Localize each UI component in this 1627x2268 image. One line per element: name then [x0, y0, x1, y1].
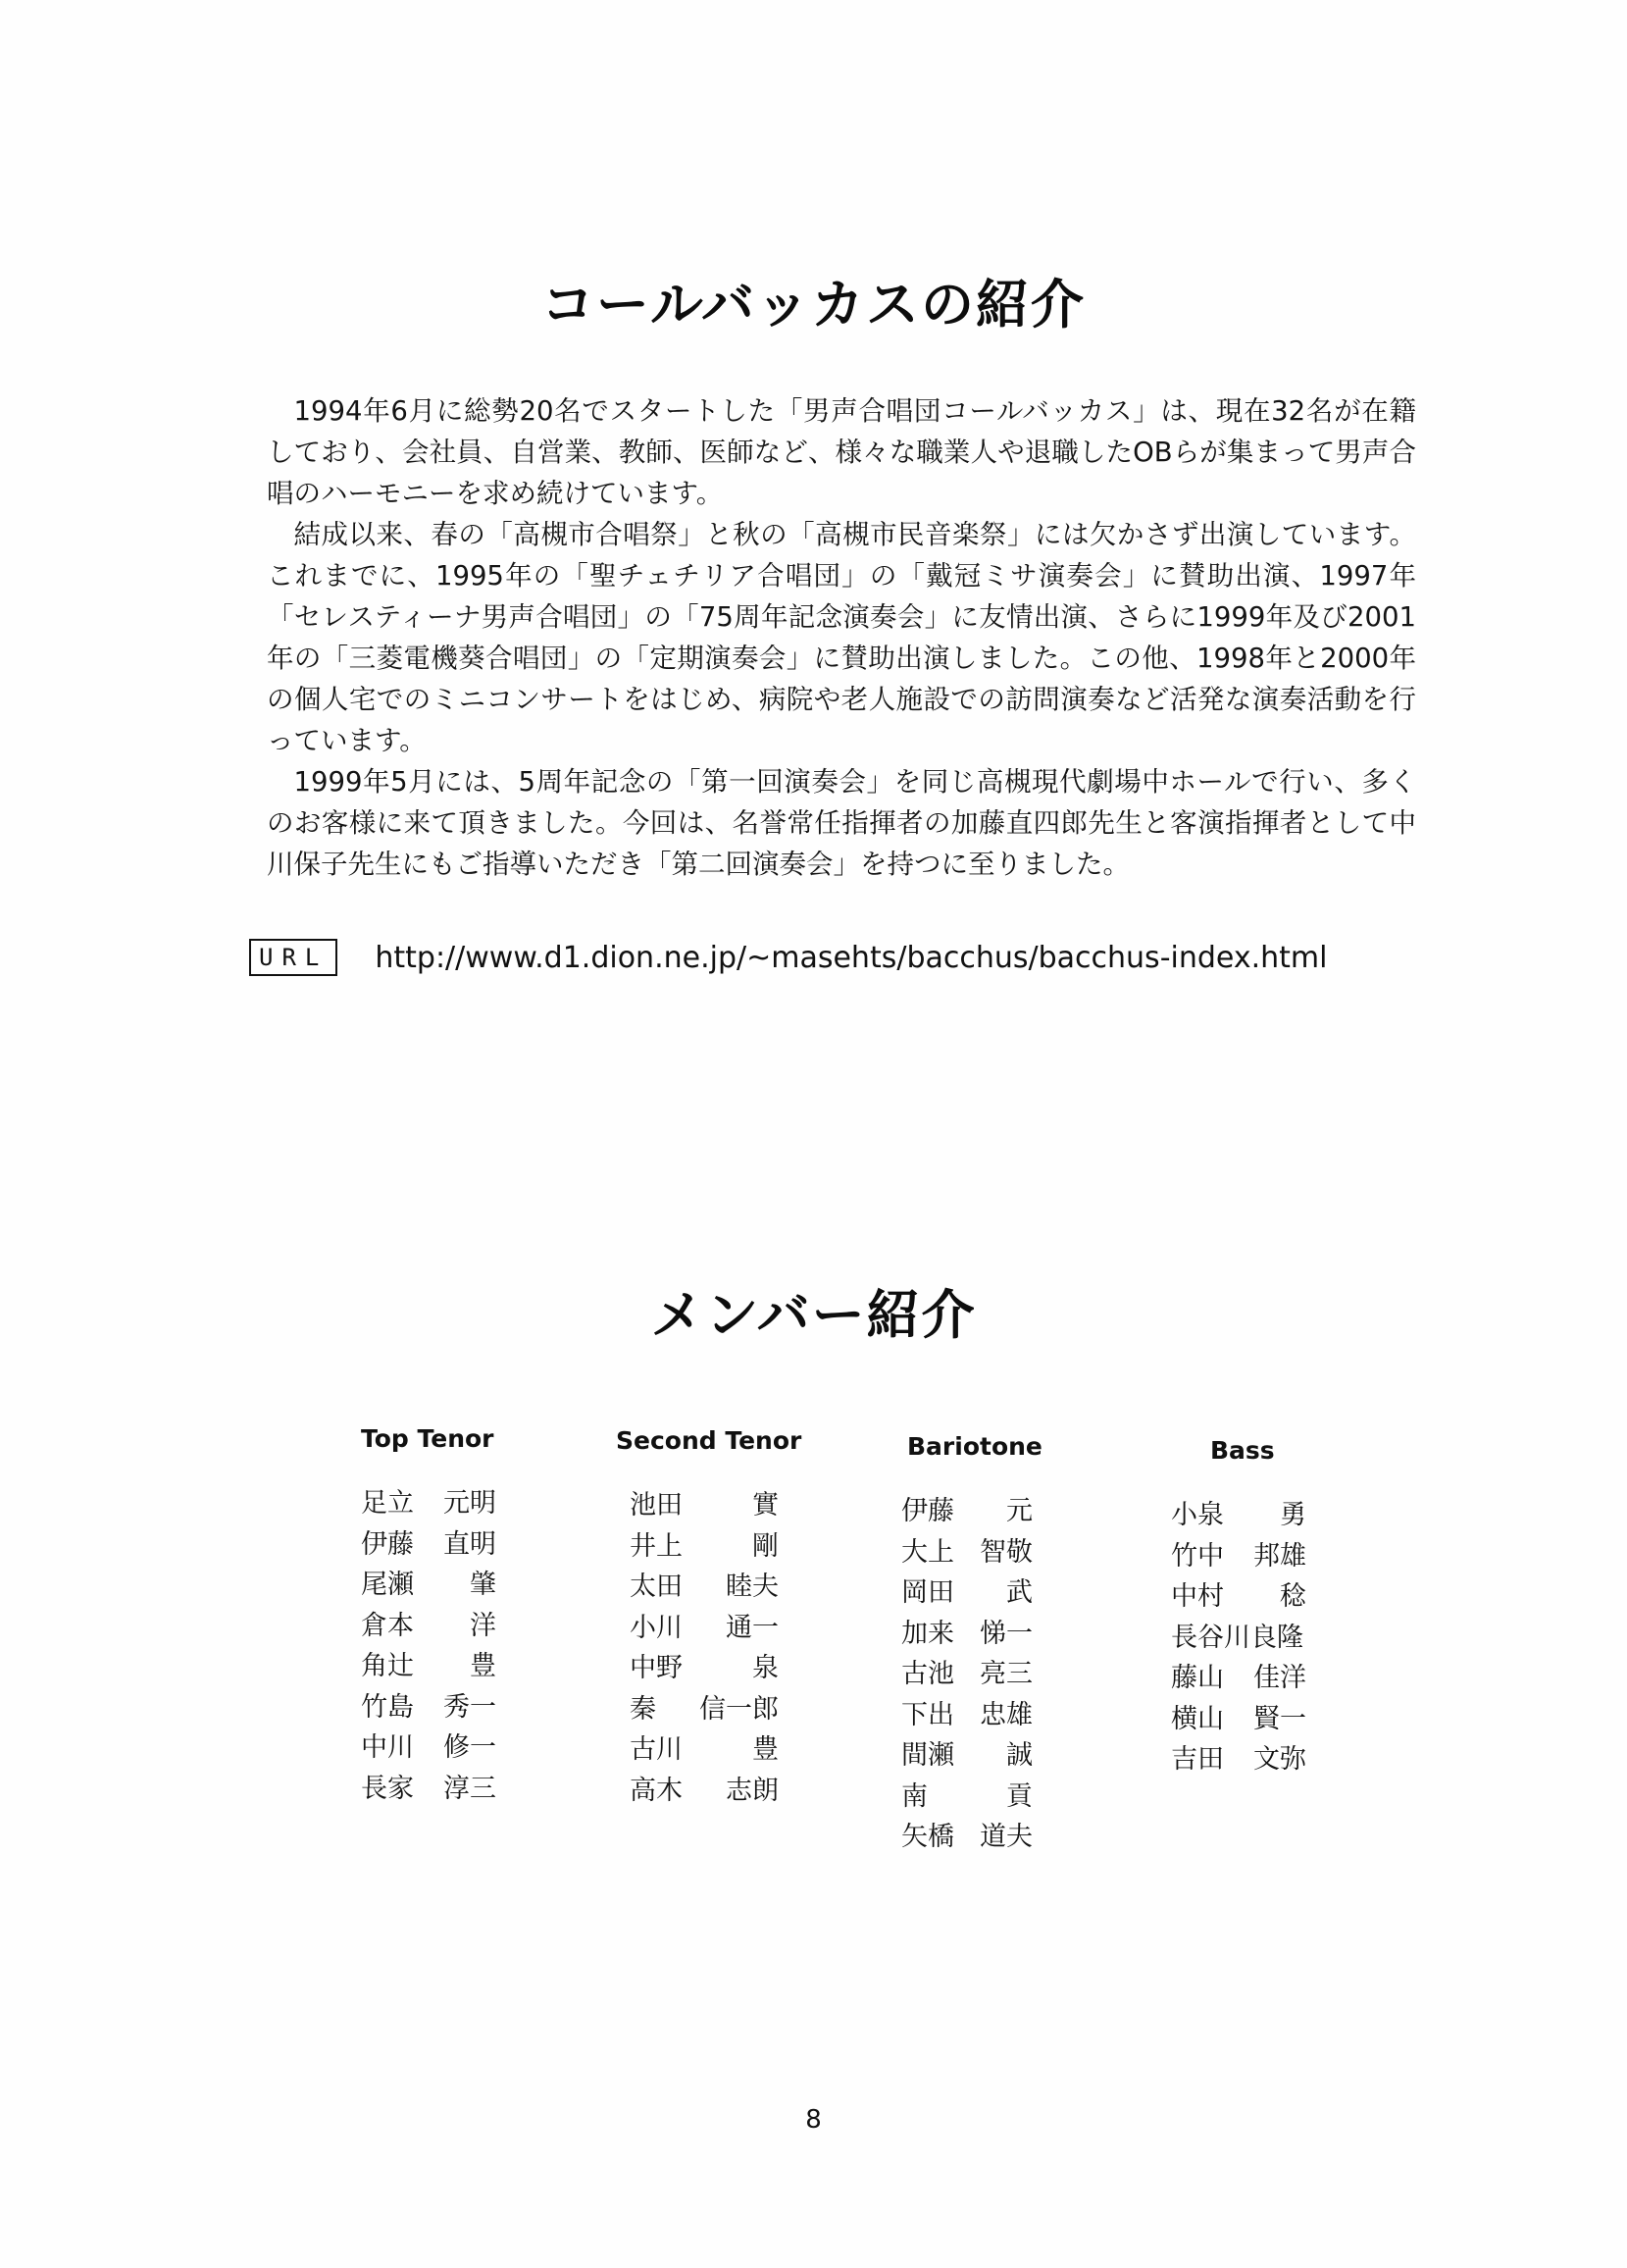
- member-given-name: 誠: [1006, 1740, 1033, 1771]
- member-surname: 古池: [901, 1659, 954, 1689]
- member-surname: 南: [901, 1780, 928, 1812]
- member-surname: 古川: [630, 1734, 683, 1765]
- member-surname: 藤山: [1171, 1663, 1224, 1693]
- members-title: メンバー紹介: [650, 1284, 977, 1347]
- member-given-name: 泉: [752, 1653, 779, 1683]
- member-name: [361, 1606, 496, 1647]
- member-given-name: 剛: [752, 1530, 779, 1562]
- member-name: [630, 1567, 779, 1608]
- member-name: [901, 1491, 1033, 1532]
- member-surname: 横山: [1171, 1703, 1224, 1734]
- member-name: [361, 1483, 496, 1524]
- member-given-name: 亮三: [980, 1659, 1033, 1689]
- member-name: [361, 1727, 496, 1769]
- part-column-bass: [1169, 1436, 1306, 1780]
- member-surname: 下出: [901, 1699, 954, 1730]
- member-surname: 井上: [630, 1530, 683, 1562]
- member-given-name: 秀一: [443, 1691, 496, 1723]
- member-given-name: 勇: [1280, 1500, 1306, 1530]
- member-surname: 中川: [361, 1732, 414, 1763]
- member-given-name: 直明: [443, 1528, 496, 1560]
- member-name: [630, 1771, 779, 1812]
- part-header: Bass: [1210, 1436, 1275, 1465]
- member-surname: 長家: [361, 1773, 414, 1804]
- member-name: [901, 1572, 1033, 1614]
- member-list: [630, 1485, 779, 1811]
- member-surname: 倉本: [361, 1610, 414, 1641]
- member-given-name: 忠雄: [980, 1699, 1033, 1730]
- member-given-name: 修一: [443, 1732, 496, 1763]
- member-given-name: 通一: [726, 1612, 779, 1643]
- member-given-name: 實: [752, 1490, 779, 1521]
- intro-title: コールバッカスの紹介: [540, 274, 1087, 336]
- member-name: [1171, 1658, 1306, 1699]
- member-given-name: 悌一: [980, 1618, 1033, 1649]
- member-name: [361, 1565, 496, 1606]
- member-surname: 角辻: [361, 1651, 414, 1681]
- part-column-baritone: [901, 1432, 1042, 1858]
- member-surname: 中野: [630, 1653, 683, 1683]
- member-name: [1171, 1618, 1306, 1659]
- member-list: [361, 1483, 496, 1809]
- part-column-top-tenor: [361, 1424, 496, 1809]
- member-name: [901, 1695, 1033, 1736]
- member-given-name: 智敬: [980, 1536, 1033, 1568]
- member-name: [901, 1532, 1033, 1573]
- member-given-name: 元: [1006, 1496, 1033, 1526]
- member-given-name: 信一郎: [699, 1693, 779, 1725]
- member-name: [1171, 1576, 1306, 1618]
- member-surname: 吉田: [1171, 1744, 1224, 1775]
- intro-paragraph: 1994年6月に総勢20名でスタートした「男声合唱団コールバッカス」は、現在32名が在籍しており、会社員、自営業、教師、医師など、様々な職業人や退職したOBらが集まって男声合唱のハーモニーを求め続けています。: [267, 395, 1416, 509]
- member-name: [361, 1769, 496, 1810]
- member-surname: 矢橋: [901, 1822, 954, 1852]
- member-given-name: 稔: [1280, 1581, 1306, 1612]
- member-surname: 伊藤: [901, 1496, 954, 1526]
- member-given-name: 睦夫: [726, 1572, 779, 1602]
- member-given-name: 武: [1006, 1577, 1033, 1608]
- member-surname: 池田: [630, 1490, 683, 1521]
- member-given-name: 道夫: [980, 1822, 1033, 1852]
- member-name: [1171, 1699, 1306, 1740]
- member-name: [630, 1526, 779, 1568]
- member-name: [1171, 1495, 1306, 1536]
- intro-body: [267, 390, 1416, 885]
- member-name: [630, 1689, 779, 1730]
- member-given-name: 豊: [470, 1651, 496, 1681]
- page-number: 8: [805, 2105, 822, 2135]
- member-given-name: 豊: [752, 1734, 779, 1765]
- member-name: [1171, 1536, 1306, 1577]
- part-header: Bariotone: [907, 1432, 1042, 1461]
- member-surname: 尾瀬: [361, 1570, 414, 1600]
- member-surname: 太田: [630, 1572, 683, 1602]
- member-name: [361, 1524, 496, 1566]
- member-name: [901, 1735, 1033, 1777]
- member-name: [630, 1608, 779, 1649]
- member-list: [901, 1491, 1033, 1858]
- member-surname: 伊藤: [361, 1528, 414, 1560]
- member-surname: 小泉: [1171, 1500, 1224, 1530]
- member-surname: 小川: [630, 1612, 683, 1643]
- member-given-name: 賢一: [1253, 1703, 1306, 1734]
- member-name: [361, 1646, 496, 1687]
- member-name: [901, 1654, 1033, 1695]
- member-given-name: 洋: [470, 1610, 496, 1641]
- member-name: [901, 1777, 1033, 1818]
- website-url: http://www.d1.dion.ne.jp/~masehts/bacchus/bacchus-index.html: [375, 940, 1328, 975]
- member-list: [1171, 1495, 1306, 1780]
- member-surname: 長谷川良隆: [1171, 1622, 1303, 1653]
- member-given-name: 淳三: [443, 1773, 496, 1804]
- member-name: [630, 1729, 779, 1771]
- member-surname: 加来: [901, 1618, 954, 1649]
- member-table: [0, 1420, 1627, 1872]
- member-given-name: 邦雄: [1253, 1540, 1306, 1572]
- intro-paragraph: 1999年5月には、5周年記念の「第一回演奏会」を同じ高槻現代劇場中ホールで行い、多くのお客様に来て頂きました。今回は、名誉常任指揮者の加藤直四郎先生と客演指揮者として中川保子先生にもご指導いただき「第二回演奏会」を持つに至りました。: [267, 766, 1416, 880]
- member-name: [630, 1485, 779, 1526]
- member-given-name: 志朗: [726, 1775, 779, 1806]
- member-surname: 竹島: [361, 1691, 414, 1723]
- member-surname: 竹中: [1171, 1540, 1224, 1572]
- part-column-second-tenor: [616, 1426, 801, 1811]
- member-name: [361, 1687, 496, 1728]
- member-name: [1171, 1739, 1306, 1780]
- member-surname: 中村: [1171, 1581, 1224, 1612]
- member-surname: 間瀬: [901, 1740, 954, 1771]
- url-row: [249, 934, 1327, 981]
- member-given-name: 文弥: [1253, 1744, 1306, 1775]
- member-given-name: 肇: [470, 1570, 496, 1600]
- member-given-name: 元明: [443, 1488, 496, 1519]
- member-surname: 秦: [630, 1693, 656, 1725]
- part-header: Second Tenor: [616, 1426, 802, 1455]
- member-surname: 岡田: [901, 1577, 954, 1608]
- member-name: [630, 1648, 779, 1689]
- member-surname: 足立: [361, 1488, 414, 1519]
- intro-paragraph: 結成以来、春の「高槻市合唱祭」と秋の「高槻市民音楽祭」には欠かさず出演しています。これまでに、1995年の「聖チェチリア合唱団」の「戴冠ミサ演奏会」に賛助出演、1997年「セレスティーナ男声合唱団」の「75周年記念演奏会」に友情出演、さらに1999年及び2001年の「三菱電機葵合唱団」の「定期演奏会」に賛助出演しました。この他、1998年と2000年の個人宅でのミニコンサートをはじめ、病院や老人施設での訪問演奏など活発な演奏活動を行っています。: [267, 519, 1416, 756]
- url-label: URL: [249, 939, 337, 976]
- member-surname: 高木: [630, 1775, 683, 1806]
- member-given-name: 貢: [1006, 1780, 1033, 1812]
- member-name: [901, 1614, 1033, 1655]
- member-given-name: 佳洋: [1253, 1663, 1306, 1693]
- member-surname: 大上: [901, 1536, 954, 1568]
- member-name: [901, 1817, 1033, 1858]
- part-header: Top Tenor: [361, 1424, 494, 1453]
